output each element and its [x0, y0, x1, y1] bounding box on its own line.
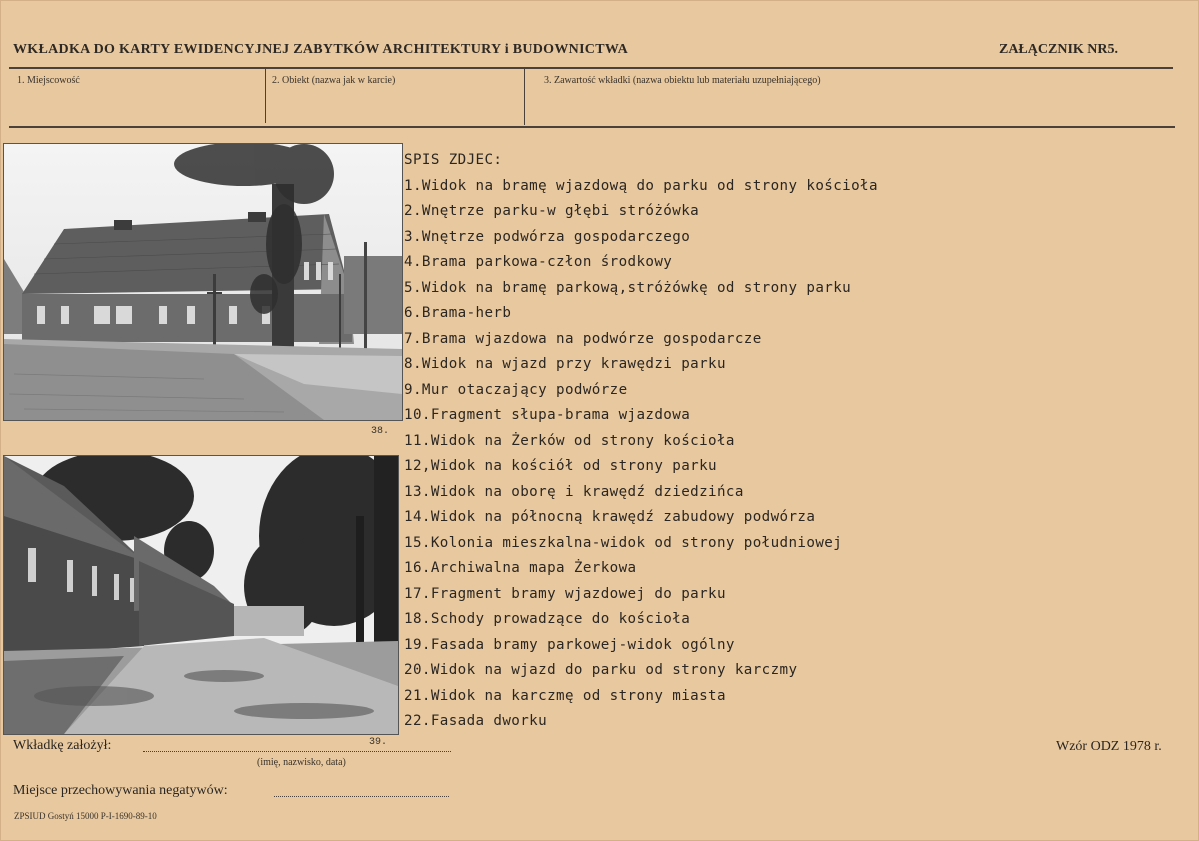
list-item: 7.Brama wjazdowa na podwórze gospodarcze: [404, 330, 762, 347]
photo-farm-building: [3, 143, 403, 421]
photo-1-number: 38.: [371, 426, 390, 437]
list-item: 22.Fasada dworku: [404, 713, 548, 729]
photo-2-number: 39.: [369, 737, 388, 748]
annex-number: ZAŁĄCZNIK NR5.: [998, 42, 1118, 57]
list-item: 10.Fragment słupa-brama wjazdowa: [404, 407, 691, 423]
list-item: 19.Fasada bramy parkowej-widok ogólny: [404, 636, 735, 653]
negatives-location-label: Miejsce przechowywania negatywów:: [13, 783, 228, 798]
list-item: 14.Widok na północną krawędź zabudowy podwórza: [404, 509, 816, 525]
list-item: 15.Kolonia mieszkalna-widok od strony południowej: [404, 534, 843, 551]
list-item: 9.Mur otaczający podwórze: [404, 381, 628, 398]
locality-label: 1. Miejscowość: [17, 75, 80, 86]
printer-imprint: ZPSIUD Gostyń 15000 P-I-1690-89-10: [14, 811, 157, 821]
list-item: 11.Widok na Żerków od strony kościoła: [404, 432, 735, 449]
list-item: 18.Schody prowadzące do kościoła: [404, 611, 691, 627]
photo-housing-colony: [3, 455, 399, 735]
list-item: 6.Brama-herb: [404, 305, 512, 321]
field-divider-1: [265, 69, 266, 123]
field-divider-2: [524, 69, 525, 125]
list-item: 4.Brama parkowa-człon środkowy: [404, 254, 673, 270]
photo-list: [404, 148, 878, 735]
established-hint: (imię, nazwisko, data): [257, 757, 346, 768]
established-line: [143, 751, 451, 752]
list-item: 1.Widok na bramę wjazdową do parku od strony kościoła: [404, 177, 878, 194]
list-item: 21.Widok na karczmę od strony miasta: [404, 687, 726, 704]
card-title: WKŁADKA DO KARTY EWIDENCYJNEJ ZABYTKÓW ARCHITEKTURY i BUDOWNICTWA: [13, 42, 629, 57]
list-item: 16.Archiwalna mapa Żerkowa: [404, 560, 637, 576]
list-item: 5.Widok na bramę parkową,stróżówkę od strony parku: [404, 279, 852, 296]
list-item: 2.Wnętrze parku-w głębi stróżówka: [404, 203, 700, 219]
photo-list-heading: SPIS ZDJEC:: [404, 152, 503, 168]
established-label: Wkładkę założył:: [13, 738, 112, 753]
list-item: 12,Widok na kościół od strony parku: [404, 458, 717, 474]
header-rule-top: [9, 67, 1173, 69]
list-item: 13.Widok na oborę i krawędź dziedzińca: [404, 483, 744, 500]
content-label: 3. Zawartość wkładki (nazwa obiektu lub materiału uzupełniającego): [544, 75, 821, 86]
list-item: 8.Widok na wjazd przy krawędzi parku: [404, 356, 726, 372]
list-item: 3.Wnętrze podwórza gospodarczego: [404, 228, 691, 245]
list-item: 17.Fragment bramy wjazdowej do parku: [404, 585, 726, 602]
negatives-location-line: [274, 796, 449, 797]
object-label: 2. Obiekt (nazwa jak w karcie): [272, 75, 396, 86]
header-rule-bottom: [9, 126, 1175, 128]
form-model-label: Wzór ODZ 1978 r.: [1056, 739, 1162, 754]
list-item: 20.Widok na wjazd do parku od strony karczmy: [404, 662, 798, 678]
